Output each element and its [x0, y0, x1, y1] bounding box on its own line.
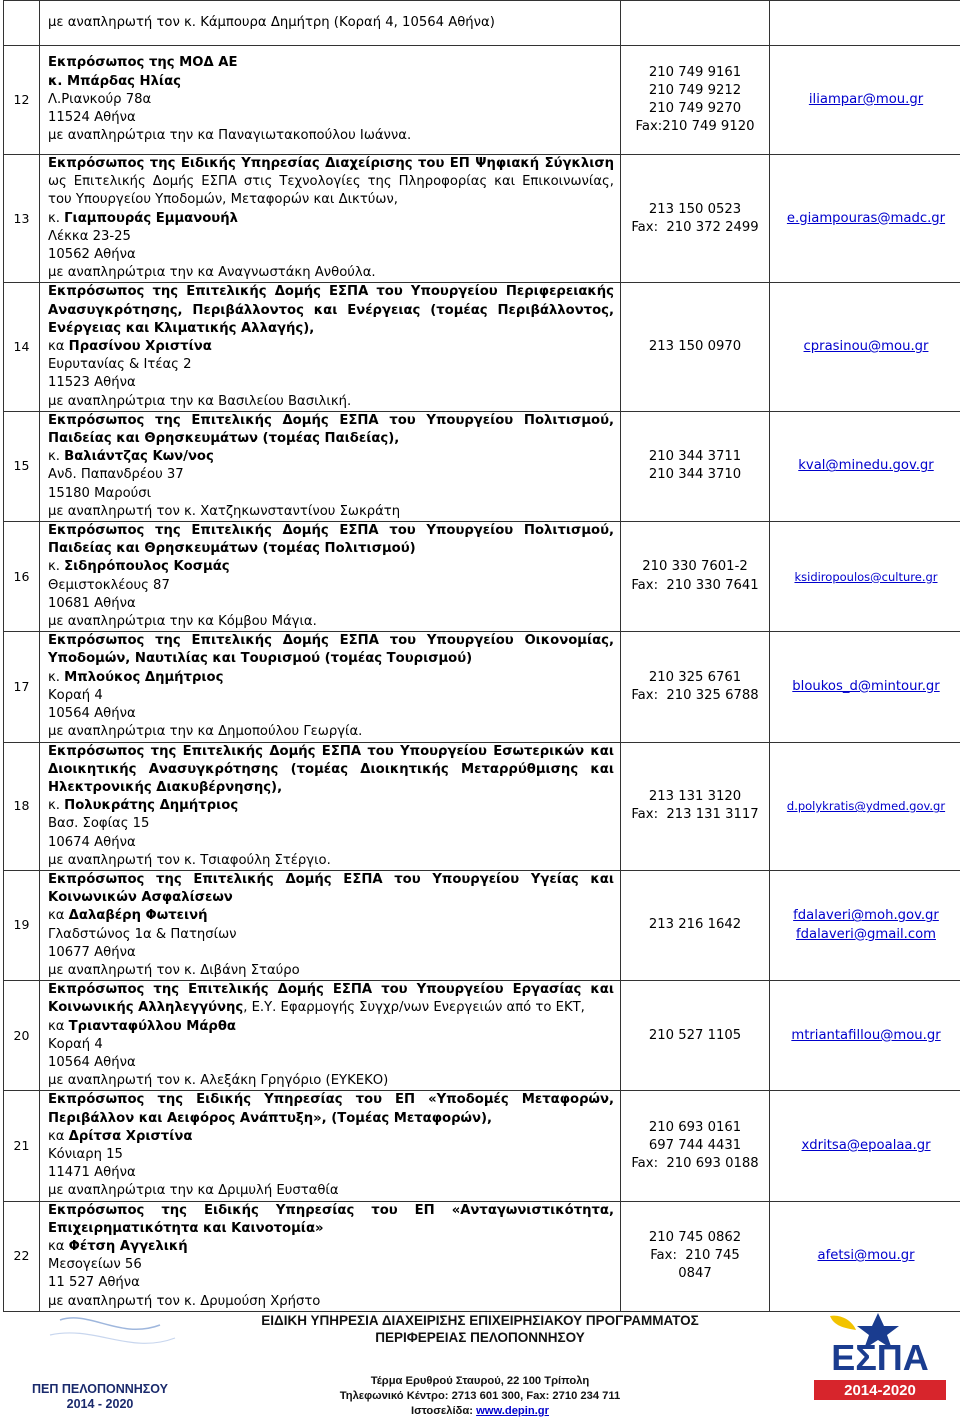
phone-number: 213 131 3120 [621, 788, 769, 806]
description-line: με αναπληρώτρια την κα Κόμβου Μάγια. [48, 613, 614, 631]
row-phones [621, 1091, 770, 1201]
description-line [48, 1238, 614, 1256]
row-phones [621, 1, 770, 46]
row-description [40, 1, 621, 46]
row-number [4, 1, 40, 46]
table-row [4, 981, 960, 1091]
row-number: 15 [4, 411, 40, 521]
pep-peloponnese-logo-graphic [0, 1300, 240, 1380]
description-line: Λ.Ριανκούρ 78α [48, 91, 614, 109]
description-line: με αναπληρωτή τον κ. Τσιαφούλη Στέργιο. [48, 852, 614, 870]
row-emails [770, 411, 960, 521]
row-phones [621, 283, 770, 411]
pep-caption-years: 2014 - 2020 [67, 1397, 134, 1411]
table-row [4, 283, 960, 411]
description-line [48, 210, 614, 228]
description-segment: Εκπρόσωπος της Επιτελικής Δομής ΕΣΠΑ του Υπουργείου Εργασίας και Κοινωνικής Αλληλεγγύνης [48, 982, 614, 1015]
description-line [48, 1018, 614, 1036]
description-segment: κα [48, 1239, 69, 1254]
description-segment: Τριανταφύλλου Μάρθα [69, 1019, 236, 1034]
phone-number: 0847 [621, 1265, 769, 1283]
description-line: 10564 Αθήνα [48, 705, 614, 723]
description-segment: κ. [48, 449, 64, 464]
description-line: Ανδ. Παπανδρέου 37 [48, 466, 614, 484]
description-segment: Σιδηρόπουλος Κοσμάς [64, 559, 229, 574]
description-segment: Εκπρόσωπος της Ειδικής Υπηρεσίας Διαχείρισης του ΕΠ Ψηφιακή Σύγκλιση [48, 156, 614, 171]
description-segment: Πολυκράτης Δημήτριος [64, 798, 238, 813]
description-line: 10562 Αθήνα [48, 246, 614, 264]
page-footer [0, 1300, 960, 1411]
row-description [40, 1201, 621, 1311]
description-line: Εκπρόσωπος της Ειδικής Υπηρεσίας του ΕΠ «Ανταγωνιστικότητα, Επιχειρηματικότητα και Καινοτομία» [48, 1202, 614, 1238]
email-link[interactable]: afetsi@mou.gr [770, 1247, 960, 1265]
description-line: 10681 Αθήνα [48, 595, 614, 613]
pep-caption-text: ΠΕΠ ΠΕΛΟΠΟΝΝΗΣΟΥ [32, 1382, 168, 1396]
phone-number: 210 749 9212 [621, 82, 769, 100]
description-line: 15180 Μαρούσι [48, 485, 614, 503]
description-segment: κ. [48, 798, 64, 813]
description-line [48, 1128, 614, 1146]
footer-address-line2: Τηλεφωνικό Κέντρο: 2713 601 300, Fax: 2710 234 711 [340, 1390, 620, 1402]
row-number: 19 [4, 870, 40, 980]
row-number: 21 [4, 1091, 40, 1201]
email-link[interactable]: mtriantafillou@mou.gr [770, 1027, 960, 1045]
email-link[interactable]: bloukos_d@mintour.gr [770, 678, 960, 696]
email-link[interactable]: xdritsa@epoalaa.gr [770, 1137, 960, 1155]
phone-number: 213 150 0523 [621, 201, 769, 219]
footer-website-link[interactable]: www.depin.gr [476, 1405, 549, 1417]
row-number: 13 [4, 155, 40, 283]
espa-logo-years: 2014-2020 [844, 1382, 916, 1399]
row-emails [770, 283, 960, 411]
description-line [48, 155, 614, 210]
description-line: Εκπρόσωπος της Επιτελικής Δομής ΕΣΠΑ του Υπουργείου Πολιτισμού, Παιδείας και Θρησκευμάτων (τομέας Πολιτισμού) [48, 522, 614, 558]
description-line [48, 797, 614, 815]
phone-number: 697 744 4431 [621, 1137, 769, 1155]
description-segment: ως Επιτελικής Δομής ΕΣΠΑ στις Τεχνολογίες της Πληροφορίας και Επικοινωνίας, του Υπουργείου Υποδομών, Μεταφορών και Δικτύων, [48, 174, 614, 207]
description-line: Εκπρόσωπος της Επιτελικής Δομής ΕΣΠΑ του Υπουργείου Οικονομίας, Υποδομών, Ναυτιλίας και Τουρισμού (τομέας Τουρισμού) [48, 632, 614, 668]
pep-logo [0, 1300, 240, 1411]
phone-number: Fax:210 749 9120 [621, 118, 769, 136]
row-phones [621, 742, 770, 870]
row-emails [770, 742, 960, 870]
table-row [4, 411, 960, 521]
description-line: Ευρυτανίας & Ιτέας 2 [48, 356, 614, 374]
email-link[interactable]: iliampar@mou.gr [770, 91, 960, 109]
description-line: Κοραή 4 [48, 687, 614, 705]
footer-title [240, 1312, 720, 1346]
row-phones [621, 1201, 770, 1311]
row-description [40, 46, 621, 155]
description-line: 11 527 Αθήνα [48, 1274, 614, 1292]
row-number: 22 [4, 1201, 40, 1311]
row-phones [621, 870, 770, 980]
phone-number: Fax: 210 372 2499 [621, 219, 769, 237]
description-segment: Πρασίνου Χριστίνα [69, 339, 212, 354]
table-row [4, 1201, 960, 1311]
description-line: Εκπρόσωπος της Επιτελικής Δομής ΕΣΠΑ του Υπουργείου Πολιτισμού, Παιδείας και Θρησκευμάτων (τομέας Παιδείας), [48, 412, 614, 448]
row-emails [770, 981, 960, 1091]
description-segment: Μπλούκος Δημήτριος [64, 670, 223, 685]
description-line: 11523 Αθήνα [48, 374, 614, 392]
phone-number: 210 325 6761 [621, 669, 769, 687]
email-link[interactable]: fdalaveri@gmail.com [770, 926, 960, 944]
row-description [40, 522, 621, 632]
phone-number: 210 749 9270 [621, 100, 769, 118]
table-row [4, 870, 960, 980]
table-row [4, 1091, 960, 1201]
description-segment: κ. [48, 211, 64, 226]
row-emails [770, 522, 960, 632]
description-line: Θεμιστοκλέους 87 [48, 577, 614, 595]
row-number: 16 [4, 522, 40, 632]
top-row-text: με αναπληρωτή τον κ. Κάμπουρα Δημήτρη (Κοραή 4, 10564 Αθήνα) [48, 15, 495, 30]
phone-number: Fax: 210 693 0188 [621, 1155, 769, 1173]
phone-number: 213 150 0970 [621, 338, 769, 356]
description-line: 10677 Αθήνα [48, 944, 614, 962]
row-description [40, 1091, 621, 1201]
phone-number: 213 216 1642 [621, 916, 769, 934]
description-line [48, 338, 614, 356]
row-number: 14 [4, 283, 40, 411]
footer-address [240, 1374, 720, 1419]
row-emails [770, 46, 960, 155]
description-line: κ. Μπάρδας Ηλίας [48, 73, 614, 91]
row-description [40, 742, 621, 870]
description-line: με αναπληρωτή τον κ. Δρυμούση Χρήστο [48, 1293, 614, 1311]
description-segment: , Ε.Υ. Εφαρμογής Συγχρ/νων Ενεργειών από το ΕΚΤ, [243, 1000, 585, 1015]
description-line: Εκπρόσωπος της ΜΟΔ ΑΕ [48, 54, 614, 72]
phone-number: 210 693 0161 [621, 1119, 769, 1137]
row-description [40, 411, 621, 521]
description-line: Εκπρόσωπος της Επιτελικής Δομής ΕΣΠΑ του Υπουργείου Εσωτερικών και Διοικητικής Ανασυγκρότησης (τομέας Διοικητικής Μεταρρύθμισης και Ηλεκτρονικής Διακυβέρνησης), [48, 743, 614, 798]
description-line: με αναπληρώτρια την κα Παναγιωτακοπούλου Ιωάννα. [48, 127, 614, 145]
row-emails [770, 870, 960, 980]
description-line: 10674 Αθήνα [48, 834, 614, 852]
description-line: Γλαδστώνος 1α & Πατησίων [48, 926, 614, 944]
description-line [48, 907, 614, 925]
row-emails [770, 632, 960, 742]
row-phones [621, 981, 770, 1091]
description-segment: κα [48, 339, 69, 354]
description-line: με αναπληρωτή τον κ. Χατζηκωνσταντίνου Σωκράτη [48, 503, 614, 521]
table-row [4, 46, 960, 155]
description-segment: κα [48, 1019, 69, 1034]
description-line: Κοραή 4 [48, 1036, 614, 1054]
description-line: Εκπρόσωπος της Ειδικής Υπηρεσίας του ΕΠ «Υποδομές Μεταφορών, Περιβάλλον και Αειφόρος Ανάπτυξη», (Τομέας Μεταφορών), [48, 1091, 614, 1127]
description-line: Κόνιαρη 15 [48, 1146, 614, 1164]
description-line: με αναπληρώτρια την κα Αναγνωστάκη Ανθούλα. [48, 264, 614, 282]
row-emails [770, 1201, 960, 1311]
row-description [40, 632, 621, 742]
description-segment: κα [48, 908, 69, 923]
row-number: 12 [4, 46, 40, 155]
phone-number: 210 344 3710 [621, 466, 769, 484]
row-phones [621, 411, 770, 521]
row-phones [621, 522, 770, 632]
row-emails [770, 1091, 960, 1201]
email-link[interactable]: e.giampouras@madc.gr [770, 210, 960, 228]
description-segment: κ. [48, 670, 64, 685]
row-description [40, 283, 621, 411]
description-line: Εκπρόσωπος της Επιτελικής Δομής ΕΣΠΑ του Υπουργείου Υγείας και Κοινωνικών Ασφαλίσεων [48, 871, 614, 907]
table-row-top [4, 1, 960, 46]
phone-number: Fax: 210 330 7641 [621, 577, 769, 595]
description-segment: Φέτση Αγγελική [69, 1239, 188, 1254]
description-line: με αναπληρώτρια την κα Δημοπούλου Γεωργία. [48, 723, 614, 741]
description-segment: Γιαμπουράς Εμμανουήλ [64, 211, 238, 226]
description-line: 10564 Αθήνα [48, 1054, 614, 1072]
footer-title-line1: ΕΙΔΙΚΗ ΥΠΗΡΕΣΙΑ ΔΙΑΧΕΙΡΙΣΗΣ ΕΠΙΧΕΙΡΗΣΙΑΚΟΥ ΠΡΟΓΡΑΜΜΑΤΟΣ [261, 1313, 698, 1328]
espa-logo [800, 1308, 960, 1408]
phone-number: 210 527 1105 [621, 1027, 769, 1045]
table-row [4, 155, 960, 283]
description-line [48, 558, 614, 576]
row-phones [621, 155, 770, 283]
phone-number: 210 330 7601-2 [621, 558, 769, 576]
description-segment: κα [48, 1129, 69, 1144]
description-line: Μεσογείων 56 [48, 1256, 614, 1274]
espa-logo-graphic [800, 1308, 960, 1408]
footer-address-line1: Τέρμα Ερυθρού Σταυρού, 22 100 Τρίπολη [371, 1375, 590, 1387]
phone-number: Fax: 213 131 3117 [621, 806, 769, 824]
phone-number: 210 344 3711 [621, 448, 769, 466]
row-number: 18 [4, 742, 40, 870]
row-description [40, 870, 621, 980]
row-phones [621, 632, 770, 742]
description-line: με αναπληρωτή τον κ. Αλεξάκη Γρηγόριο (ΕΥΚΕΚΟ) [48, 1072, 614, 1090]
description-line: Βασ. Σοφίας 15 [48, 815, 614, 833]
description-line [48, 448, 614, 466]
email-link[interactable]: ksidiropoulos@culture.gr [770, 568, 960, 586]
description-line [48, 981, 614, 1017]
description-segment: Δαλαβέρη Φωτεινή [69, 908, 208, 923]
row-phones [621, 46, 770, 155]
description-line: με αναπληρώτρια την κα Βασιλείου Βασιλική. [48, 393, 614, 411]
row-number: 17 [4, 632, 40, 742]
description-line: Εκπρόσωπος της Επιτελικής Δομής ΕΣΠΑ του Υπουργείου Περιφερειακής Ανασυγκρότησης, Περιβάλλοντος και Ενέργειας (τομέας Περιβάλλοντος, Ενέργειας και Κλιματικής Αλλαγής), [48, 283, 614, 338]
footer-website-label: Ιστοσελίδα: [411, 1405, 476, 1417]
table-row [4, 742, 960, 870]
footer-center [240, 1312, 720, 1419]
email-link[interactable]: cprasinou@mou.gr [770, 338, 960, 356]
row-number: 20 [4, 981, 40, 1091]
description-line: 11524 Αθήνα [48, 109, 614, 127]
row-description [40, 155, 621, 283]
email-link[interactable]: d.polykratis@ydmed.gov.gr [770, 797, 960, 815]
description-line [48, 669, 614, 687]
description-line: με αναπληρώτρια την κα Δριμυλή Ευσταθία [48, 1182, 614, 1200]
row-description [40, 981, 621, 1091]
representatives-table [3, 0, 960, 1312]
description-line: 11471 Αθήνα [48, 1164, 614, 1182]
row-emails [770, 155, 960, 283]
phone-number: Fax: 210 745 [621, 1247, 769, 1265]
description-line: Λέκκα 23-25 [48, 228, 614, 246]
email-link[interactable]: kval@minedu.gov.gr [770, 457, 960, 475]
table-row [4, 522, 960, 632]
row-emails [770, 1, 960, 46]
phone-number: Fax: 210 325 6788 [621, 687, 769, 705]
phone-number: 210 745 0862 [621, 1229, 769, 1247]
description-segment: Βαλιάντζας Κων/νος [64, 449, 214, 464]
pep-logo-caption [20, 1382, 180, 1412]
description-segment: κ. [48, 559, 64, 574]
description-segment: Δρίτσα Χριστίνα [69, 1129, 193, 1144]
email-link[interactable]: fdalaveri@moh.gov.gr [770, 907, 960, 925]
phone-number: 210 749 9161 [621, 64, 769, 82]
footer-title-line2: ΠΕΡΙΦΕΡΕΙΑΣ ΠΕΛΟΠΟΝΝΗΣΟΥ [375, 1330, 585, 1345]
espa-logo-word: ΕΣΠΑ [831, 1337, 929, 1378]
description-line: με αναπληρωτή τον κ. Διβάνη Σταύρο [48, 962, 614, 980]
table-row [4, 632, 960, 742]
